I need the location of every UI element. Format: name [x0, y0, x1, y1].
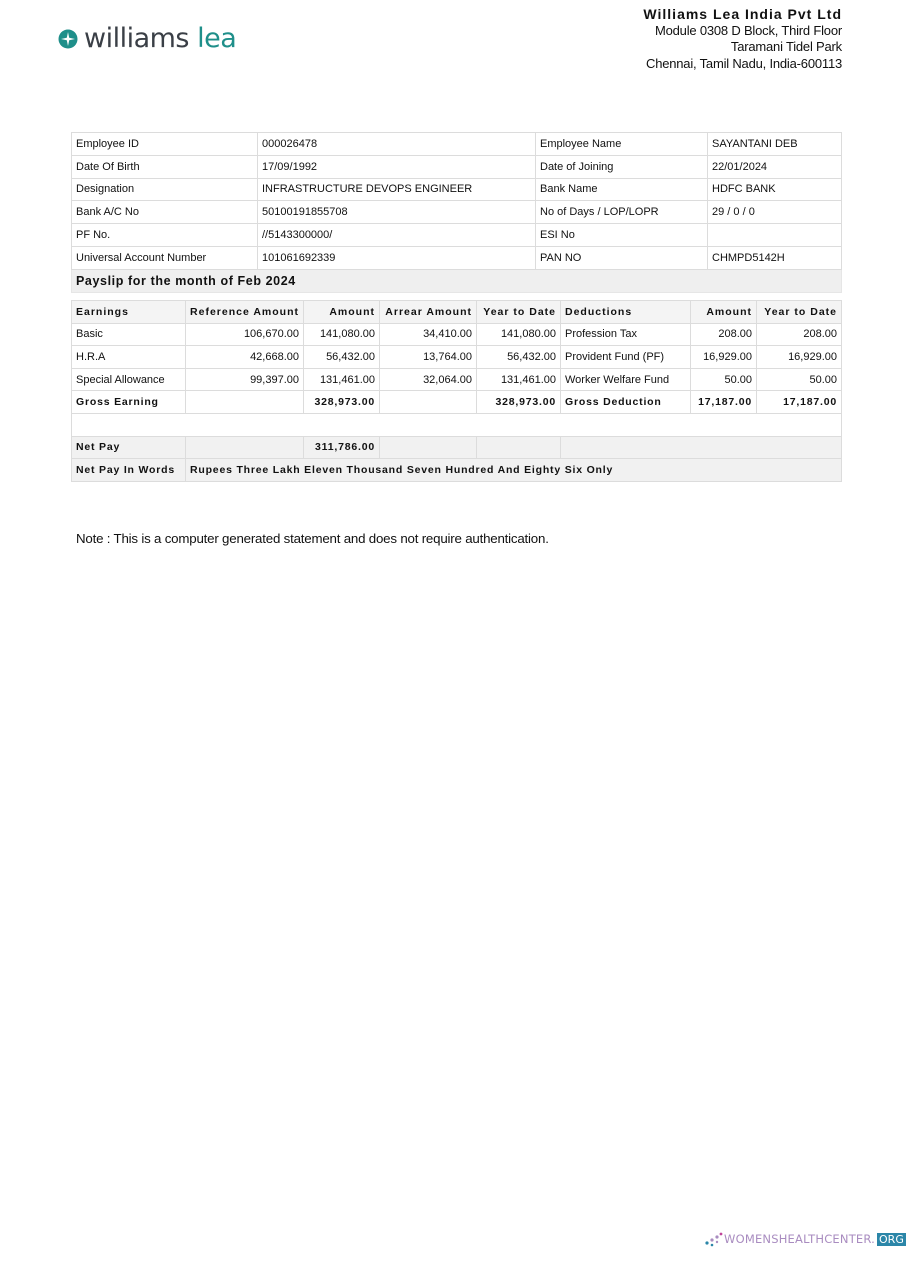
gross-row-cell: 328,973.00: [304, 391, 380, 414]
info-value: 50100191855708: [258, 201, 536, 224]
info-value: CHMPD5142H: [708, 246, 842, 269]
net-pay-row: [72, 436, 842, 459]
info-value: 000026478: [258, 133, 536, 156]
gross-row-cell: Gross Earning: [72, 391, 186, 414]
info-label: Universal Account Number: [72, 246, 258, 269]
pay-header-row-cell: Deductions: [561, 301, 691, 324]
pay-row-cell: 141,080.00: [304, 323, 380, 346]
pay-row-cell: 13,764.00: [380, 346, 477, 369]
net-pay-empty: [477, 436, 561, 459]
net-pay-words-value: Rupees Three Lakh Eleven Thousand Seven Hundred And Eighty Six Only: [186, 459, 842, 482]
pay-row-cell: Special Allowance: [72, 368, 186, 391]
spacer-row: [72, 413, 842, 436]
pay-row-cell: H.R.A: [72, 346, 186, 369]
net-pay-empty: [561, 436, 842, 459]
pay-row-cell: 16,929.00: [757, 346, 842, 369]
info-value: 22/01/2024: [708, 155, 842, 178]
gross-row-cell: [380, 391, 477, 414]
address-line-2: Taramani Tidel Park: [730, 39, 842, 54]
watermark: [704, 1231, 906, 1247]
pay-row: [72, 368, 842, 391]
gross-row: [72, 391, 842, 414]
pay-row: [72, 323, 842, 346]
pay-row-cell: 32,064.00: [380, 368, 477, 391]
info-label: PAN NO: [536, 246, 708, 269]
pay-row-cell: 208.00: [757, 323, 842, 346]
company-name: Williams Lea India Pvt Ltd: [643, 6, 842, 22]
info-label: PF No.: [72, 224, 258, 247]
info-value: 29 / 0 / 0: [708, 201, 842, 224]
pay-header-row-cell: Year to Date: [477, 301, 561, 324]
info-label: Date of Joining: [536, 155, 708, 178]
pay-row-cell: 99,397.00: [186, 368, 304, 391]
employee-info-row: [72, 178, 842, 201]
pay-header-row-cell: Reference Amount: [186, 301, 304, 324]
info-label: Employee Name: [536, 133, 708, 156]
pay-header-row: [72, 301, 842, 324]
pay-row-cell: 42,668.00: [186, 346, 304, 369]
pay-row-cell: 56,432.00: [304, 346, 380, 369]
info-label: Bank A/C No: [72, 201, 258, 224]
watermark-tld: ORG: [879, 1232, 904, 1246]
employee-info-row: [72, 246, 842, 269]
watermark-text: WOMENSHEALTHCENTER.: [724, 1232, 876, 1246]
info-value: 101061692339: [258, 246, 536, 269]
company-logo: [58, 22, 236, 56]
net-pay-label: Net Pay: [72, 436, 186, 459]
pay-row-cell: 141,080.00: [477, 323, 561, 346]
gross-row-cell: 17,187.00: [757, 391, 842, 414]
company-address-block: [643, 6, 842, 72]
pay-row-cell: 16,929.00: [691, 346, 757, 369]
pay-row-cell: Profession Tax: [561, 323, 691, 346]
info-value: 17/09/1992: [258, 155, 536, 178]
dots-logo-icon: [704, 1231, 724, 1247]
pay-row-cell: 56,432.00: [477, 346, 561, 369]
gross-row-cell: [186, 391, 304, 414]
pay-header-row-cell: Amount: [691, 301, 757, 324]
info-value: [708, 224, 842, 247]
pay-header-row-cell: Arrear Amount: [380, 301, 477, 324]
gross-row-cell: 17,187.00: [691, 391, 757, 414]
pay-row-cell: 131,461.00: [304, 368, 380, 391]
net-pay-value: 311,786.00: [304, 436, 380, 459]
address-line-3: Chennai, Tamil Nadu, India-600113: [646, 55, 842, 71]
net-pay-words-row: [72, 459, 842, 482]
info-label: Designation: [72, 178, 258, 201]
info-value: HDFC BANK: [708, 178, 842, 201]
info-label: ESI No: [536, 224, 708, 247]
spacer-cell: [72, 413, 842, 436]
info-label: Date Of Birth: [72, 155, 258, 178]
gross-row-cell: 328,973.00: [477, 391, 561, 414]
info-value: //5143300000/: [258, 224, 536, 247]
gross-row-cell: Gross Deduction: [561, 391, 691, 414]
pay-header-row-cell: Amount: [304, 301, 380, 324]
earnings-deductions-table: [71, 300, 842, 482]
net-pay-words-label: Net Pay In Words: [72, 459, 186, 482]
info-label: No of Days / LOP/LOPR: [536, 201, 708, 224]
logo-wordmark: williams lea: [84, 23, 237, 54]
net-pay-empty: [380, 436, 477, 459]
employee-info-row: [72, 224, 842, 247]
pay-row: [72, 346, 842, 369]
pay-row-cell: 106,670.00: [186, 323, 304, 346]
pay-row-cell: Basic: [72, 323, 186, 346]
employee-info-row: [72, 201, 842, 224]
pay-row-cell: 50.00: [757, 368, 842, 391]
authentication-note: Note : This is a computer generated statement and does not require authentication.: [76, 531, 549, 546]
pay-header-row-cell: Year to Date: [757, 301, 842, 324]
payslip-title: Payslip for the month of Feb 2024: [72, 269, 842, 292]
employee-info-row: [72, 155, 842, 178]
williams-lea-logo-icon: [58, 29, 78, 49]
pay-row-cell: 50.00: [691, 368, 757, 391]
pay-row-cell: Provident Fund (PF): [561, 346, 691, 369]
info-value: INFRASTRUCTURE DEVOPS ENGINEER: [258, 178, 536, 201]
employee-details-table: [71, 132, 842, 293]
pay-row-cell: 34,410.00: [380, 323, 477, 346]
employee-info-row: [72, 133, 842, 156]
pay-row-cell: Worker Welfare Fund: [561, 368, 691, 391]
info-label: Bank Name: [536, 178, 708, 201]
address-line-1: Module 0308 D Block, Third Floor: [654, 22, 842, 38]
info-label: Employee ID: [72, 133, 258, 156]
info-value: SAYANTANI DEB: [708, 133, 842, 156]
pay-row-cell: 208.00: [691, 323, 757, 346]
net-pay-empty: [186, 436, 304, 459]
pay-header-row-cell: Earnings: [72, 301, 186, 324]
pay-row-cell: 131,461.00: [477, 368, 561, 391]
